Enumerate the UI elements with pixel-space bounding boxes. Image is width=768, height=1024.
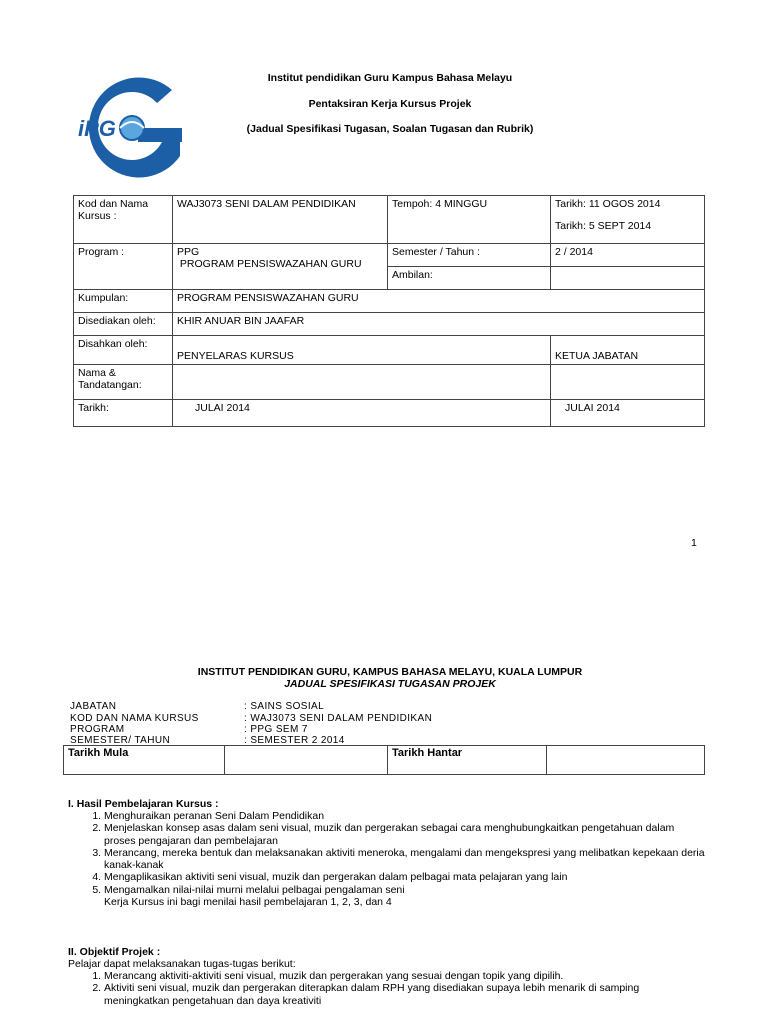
jabatan-key: JABATAN [70,701,117,712]
nama-value-1 [173,365,551,400]
ambilan-label: Ambilan: [388,267,551,290]
objektif-intro: Pelajar dapat melaksanakan tugas-tugas berikut: [68,958,296,970]
semester-value-2: : SEMESTER 2 2014 [244,735,345,746]
hasil-section [68,798,708,908]
list-item: 2. Aktiviti seni visual, muzik dan pergerakan diterapkan dalam RPH yang disediakan supaya lebih menarik di samping [104,982,708,994]
ambilan-value [551,267,705,290]
program-value-1: PPG [177,246,200,258]
course-info-table [73,195,705,427]
kod-value: WAJ3073 SENI DALAM PENDIDIKAN [173,196,388,244]
kumpulan-value: PROGRAM PENSISWAZAHAN GURU [173,290,705,313]
objektif-list [68,970,708,995]
tarikh-mula-label: Tarikh Mula [64,746,225,775]
semester-key: SEMESTER/ TAHUN [70,735,171,746]
semester-value: 2 / 2014 [551,244,705,267]
nama-value-2 [551,365,705,400]
list-item [104,822,708,847]
header-subtitle: (Jadual Spesifikasi Tugasan, Soalan Tugasan dan Rubrik) [246,123,534,135]
tarikh-cell [551,196,705,244]
julai-2: JULAI 2014 [551,400,705,427]
program-value-2: PROGRAM PENSISWAZAHAN GURU [177,258,362,270]
kod-value-2: : WAJ3073 SENI DALAM PENDIDIKAN [244,713,433,724]
objektif-title: II. Objektif Projek : [68,946,161,958]
list-item: 1. Menghuraikan peranan Seni Dalam Pendidikan [104,810,708,822]
disahkan-label: Disahkan oleh: [74,336,173,365]
tarikh-hantar-value: Tarikh: 5 SEPT 2014 [555,220,652,232]
objektif-section [68,946,708,1007]
list-item-text: Menjelaskan konsep asas dalam seni visual, muzik dan pergerakan sebagai cara menghubungkaitkan pengetahuan dalam proses pengajaran dan pembelajaran [104,822,675,847]
ketua: KETUA JABATAN [551,336,705,365]
header-institute: Institut pendidikan Guru Kampus Bahasa Melayu [267,72,513,84]
kod-key: KOD DAN NAMA KURSUS [70,713,199,724]
date-table [63,745,705,775]
hasil-title: I. Hasil Pembelajaran Kursus : [68,798,219,810]
objektif-cut-line: meningkatkan pengetahuan dan daya kreativiti [104,994,322,1007]
jabatan-value: : SAINS SOSIAL [244,701,325,712]
hasil-note: Kerja Kursus ini bagi menilai hasil pembelajaran 1, 2, 3, dan 4 [104,896,392,909]
program-cell [173,244,388,290]
list-item: 3. Merancang, mereka bentuk dan melaksanakan aktiviti meneroka, mengalami dan mengekspresi yang melibatkan kepekaan deria kanak-kanak [104,847,708,872]
semester-label: Semester / Tahun : [388,244,551,267]
kumpulan-label: Kumpulan: [74,290,173,313]
penyelaras: PENYELARAS KURSUS [173,336,551,365]
section2-title-2: JADUAL SPESIFIKASI TUGASAN PROJEK [284,678,496,690]
program-label: Program : [74,244,173,290]
tempoh: Tempoh: 4 MINGGU [388,196,551,244]
section2-title-1: INSTITUT PENDIDIKAN GURU, KAMPUS BAHASA MELAYU, KUALA LUMPUR [197,666,583,678]
hasil-list [68,810,708,896]
list-item: 5. Mengamalkan nilai-nilai murni melalui pelbagai pengalaman seni [104,884,708,896]
page-number: 1 [691,537,697,549]
header-assessment: Pentaksiran Kerja Kursus Projek [308,98,472,110]
julai-1: JULAI 2014 [173,400,551,427]
disediakan-value: KHIR ANUAR BIN JAAFAR [173,313,705,336]
nama-label: Nama & Tandatangan: [74,365,173,400]
tarikh-hantar-label: Tarikh Hantar [388,746,547,775]
list-item: 4. Mengaplikasikan aktiviti seni visual, muzik dan pergerakan dalam pelbagai mata pelajaran yang lain [104,871,708,883]
kod-label: Kod dan Nama Kursus : [74,196,173,244]
logo-text: iPG [78,116,116,141]
program-value-3: : PPG SEM 7 [244,724,308,735]
tarikh-hantar-value-cell [547,746,705,775]
program-key: PROGRAM [70,724,125,735]
tarikh-mula-value: Tarikh: 11 OGOS 2014 [555,198,661,210]
disediakan-label: Disediakan oleh: [74,313,173,336]
list-item: 1. Merancang aktiviti-aktiviti seni visual, muzik dan pergerakan yang sesuai dengan topik yang dipilih. [104,970,708,982]
tarikh-mula-value-cell [225,746,388,775]
tarikh-label: Tarikh: [74,400,173,427]
